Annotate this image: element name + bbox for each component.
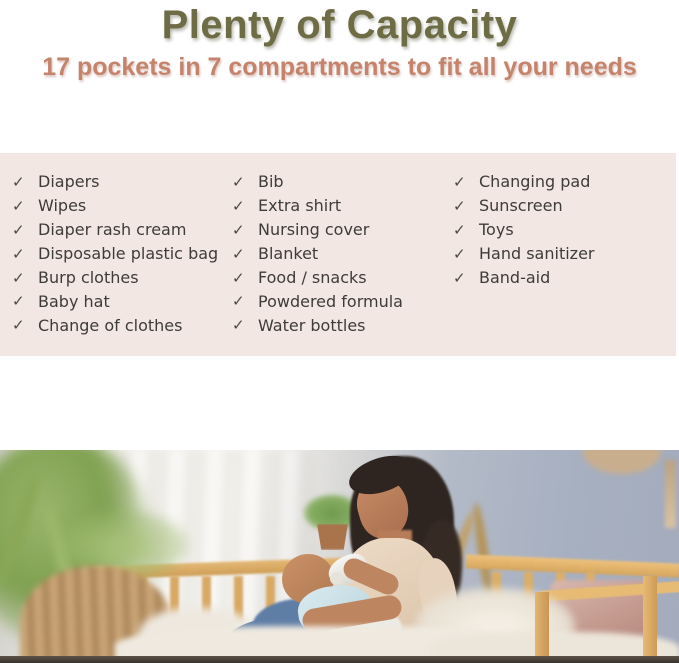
photo-hanging-tassel — [665, 460, 676, 528]
checklist-column-1 — [12, 170, 232, 356]
checklist-item-label: Blanket — [258, 244, 319, 264]
checkmark-icon: ✓ — [232, 196, 245, 215]
checklist-item-label: Changing pad — [479, 172, 591, 192]
checklist-item — [232, 170, 453, 194]
checkmark-icon: ✓ — [232, 172, 245, 191]
photo-floor-shadow — [0, 656, 679, 663]
checkmark-icon: ✓ — [12, 268, 25, 287]
checklist-item-label: Band-aid — [479, 268, 551, 287]
checklist-column-3 — [453, 170, 676, 356]
checklist-item-label: Food / snacks — [258, 268, 367, 287]
checklist-item-label: Toys — [479, 220, 514, 240]
photo-wall-decor — [583, 450, 661, 474]
checkmark-icon: ✓ — [12, 244, 25, 263]
checklist-item — [232, 218, 453, 242]
checklist-item-label: Burp clothes — [38, 268, 139, 287]
checklist-item — [12, 242, 232, 266]
checklist-item — [232, 266, 453, 290]
checklist-item-label: Nursing cover — [258, 220, 370, 240]
checkmark-icon: ✓ — [232, 244, 245, 263]
checklist-item — [453, 218, 676, 242]
checklist-item — [232, 194, 453, 218]
checkmark-icon: ✓ — [12, 172, 25, 191]
checkmark-icon: ✓ — [453, 196, 466, 215]
checkmark-icon: ✓ — [453, 268, 466, 287]
checkmark-icon: ✓ — [232, 292, 245, 311]
checklist-item — [232, 313, 453, 337]
checklist-item-label: Powdered formula — [258, 291, 403, 311]
checklist-item-label: Water bottles — [258, 315, 366, 335]
checkmark-icon: ✓ — [232, 268, 245, 287]
checkmark-icon: ✓ — [232, 316, 245, 335]
checkmark-icon: ✓ — [453, 220, 466, 239]
checklist-item-label: Sunscreen — [479, 196, 563, 216]
lifestyle-photo-mother-feeding-baby — [0, 450, 679, 663]
page-title: Plenty of Capacity — [161, 3, 518, 47]
checklist-item-label: Wipes — [38, 196, 87, 216]
page-subtitle: 17 pockets in 7 compartments to fit all your needs — [42, 53, 637, 81]
photo-crib-post — [643, 576, 657, 663]
checklist-item — [12, 266, 232, 290]
checklist-column-2 — [232, 170, 453, 356]
photo-plant-pot — [315, 524, 350, 550]
marketing-page — [0, 2, 679, 663]
checkmark-icon: ✓ — [12, 292, 25, 311]
checklist-item — [12, 218, 232, 242]
checklist-item-label: Hand sanitizer — [479, 244, 595, 264]
checklist-item-label: Extra shirt — [258, 196, 342, 216]
checklist-panel — [0, 153, 676, 356]
checklist-item-label: Change of clothes — [38, 315, 183, 335]
checklist-item-label: Bib — [258, 172, 284, 192]
checklist-item — [12, 289, 232, 313]
checklist-item-label: Baby hat — [38, 291, 110, 311]
checkmark-icon: ✓ — [12, 316, 25, 335]
checklist-item — [12, 194, 232, 218]
checkmark-icon: ✓ — [12, 220, 25, 239]
checklist-item — [453, 266, 676, 290]
checklist-item-label: Diaper rash cream — [38, 220, 187, 240]
checklist-item — [12, 313, 232, 337]
checklist-item — [12, 170, 232, 194]
checklist-item — [453, 194, 676, 218]
checkmark-icon: ✓ — [232, 220, 245, 239]
checklist-item — [232, 289, 453, 313]
checkmark-icon: ✓ — [12, 196, 25, 215]
checklist-item — [453, 242, 676, 266]
checkmark-icon: ✓ — [453, 172, 466, 191]
photo-crib-post — [535, 592, 549, 663]
checklist-item — [453, 170, 676, 194]
checklist-item — [232, 242, 453, 266]
checkmark-icon: ✓ — [453, 244, 466, 263]
photo-baby-bottle — [330, 572, 343, 585]
checklist-item-label: Disposable plastic bag — [38, 244, 219, 264]
checklist-item-label: Diapers — [38, 172, 100, 192]
